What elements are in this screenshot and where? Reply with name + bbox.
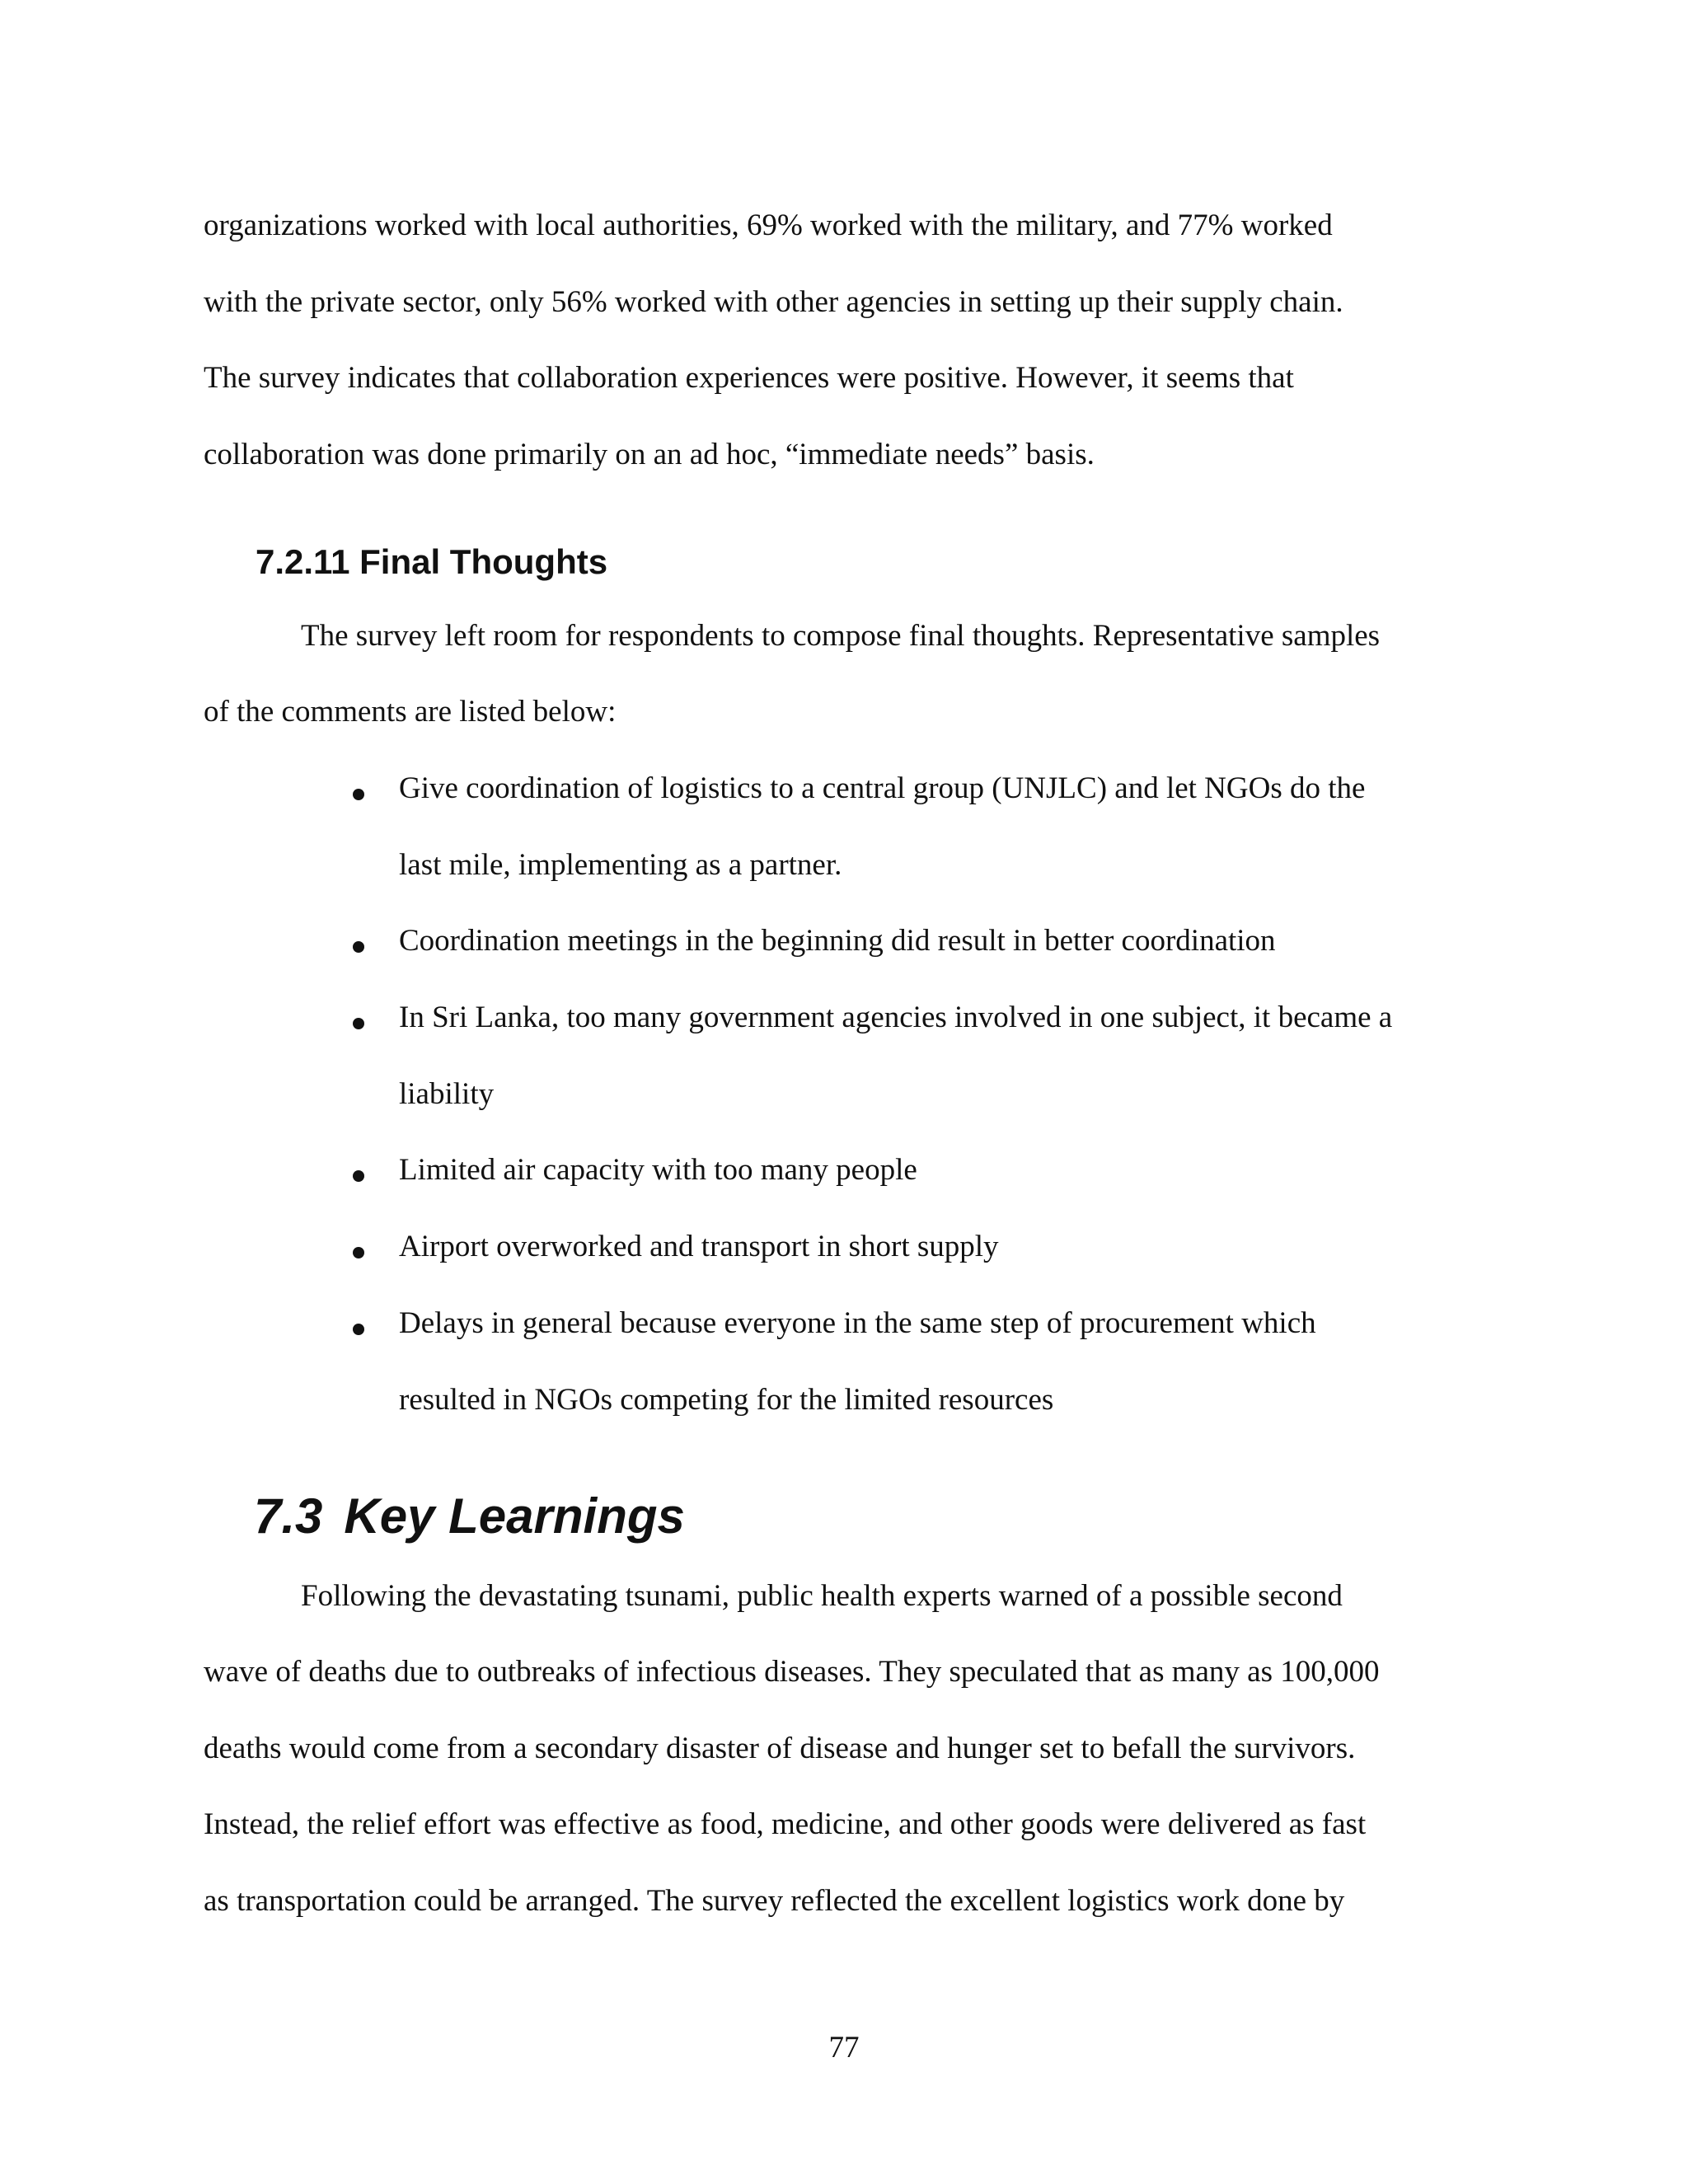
paragraph-line: deaths would come from a secondary disaster of disease and hunger set to befall the survivors. (204, 1732, 1356, 1765)
paragraph-line: The survey left room for respondents to compose final thoughts. Representative samples (301, 619, 1381, 653)
section-title: Key Learnings (344, 1488, 685, 1544)
paragraph-line: of the comments are listed below: (204, 695, 617, 729)
paragraph-line: with the private sector, only 56% worked with other agencies in setting up their supply chain. (204, 285, 1343, 319)
section-heading-key-learnings (254, 1488, 685, 1545)
paragraph-line: Following the devastating tsunami, public health experts warned of a possible second (301, 1579, 1343, 1613)
paragraph-line: wave of deaths due to outbreaks of infectious diseases. They speculated that as many as 100,000 (204, 1655, 1380, 1689)
bullet-icon (353, 1324, 364, 1335)
paragraph-line: collaboration was done primarily on an ad hoc, “immediate needs” basis. (204, 438, 1095, 471)
list-item-text: Limited air capacity with too many people (399, 1153, 917, 1187)
list-item-text: Coordination meetings in the beginning did result in better coordination (399, 924, 1276, 958)
bullet-icon (353, 789, 364, 800)
list-item-text: resulted in NGOs competing for the limited resources (399, 1383, 1054, 1417)
paragraph-line: as transportation could be arranged. The survey reflected the excellent logistics work done by (204, 1884, 1345, 1918)
section-heading-final-thoughts: 7.2.11 Final Thoughts (256, 542, 608, 581)
paragraph-line: The survey indicates that collaboration experiences were positive. However, it seems that (204, 361, 1294, 395)
list-item-text: Delays in general because everyone in the same step of procurement which (399, 1306, 1316, 1340)
bullet-icon (353, 1170, 364, 1182)
bullet-icon (353, 1018, 364, 1029)
paragraph-line: organizations worked with local authorities, 69% worked with the military, and 77% worked (204, 209, 1333, 242)
bullet-icon (353, 941, 364, 953)
list-item-text: Airport overworked and transport in short supply (399, 1230, 999, 1263)
section-number: 7.3 (254, 1488, 323, 1544)
list-item-text: last mile, implementing as a partner. (399, 848, 842, 882)
list-item-text: In Sri Lanka, too many government agencies involved in one subject, it became a (399, 1001, 1393, 1034)
list-item-text: Give coordination of logistics to a central group (UNJLC) and let NGOs do the (399, 771, 1366, 805)
list-item-text: liability (399, 1077, 495, 1111)
bullet-icon (353, 1247, 364, 1258)
paragraph-line: Instead, the relief effort was effective as food, medicine, and other goods were delivered as fast (204, 1807, 1367, 1841)
page-number: 77 (828, 2031, 860, 2064)
